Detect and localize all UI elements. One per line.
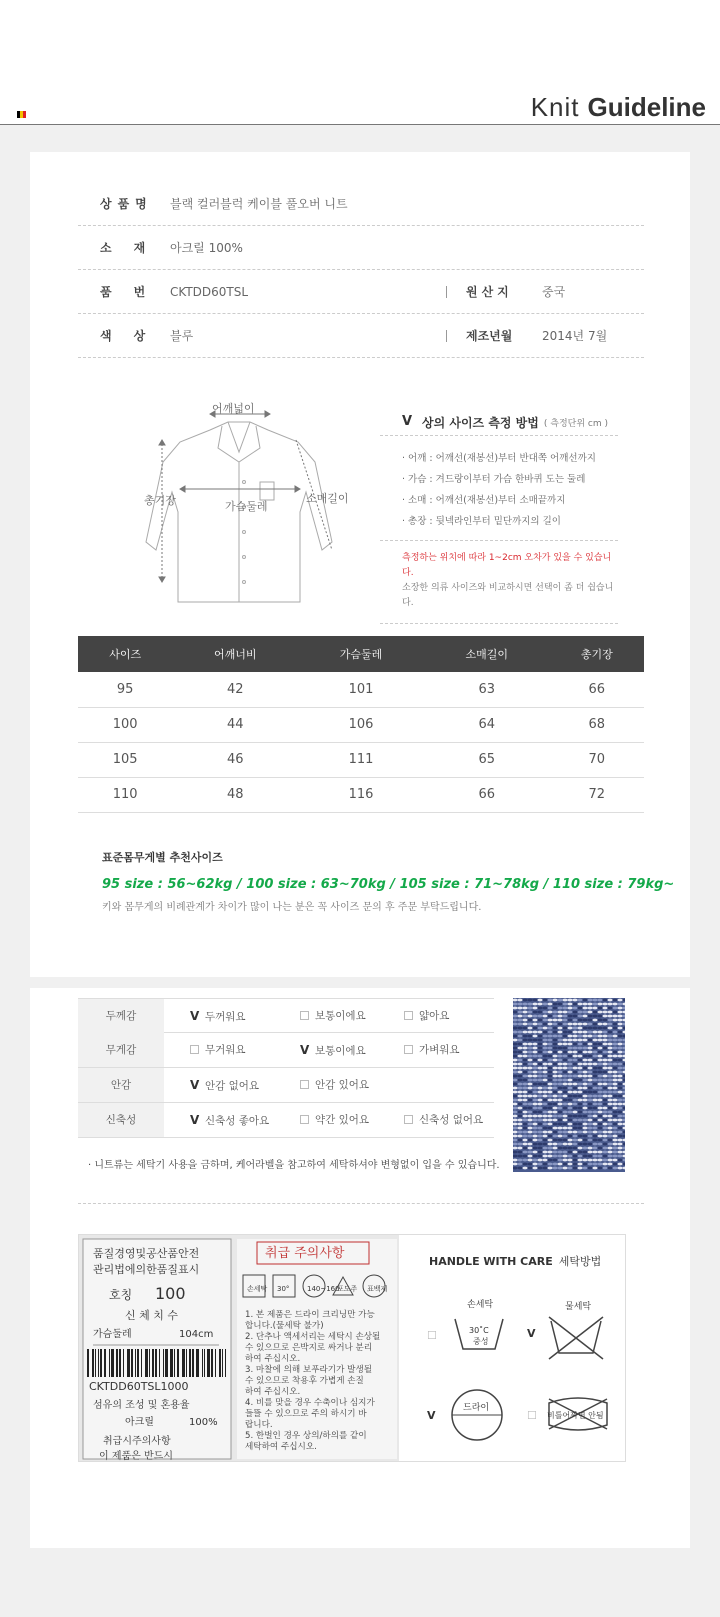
info-row-material [78,226,644,270]
no-wring-icon [543,1389,613,1439]
label-size-key: 호칭 [109,1288,133,1302]
caution-sym-4: 포도주 [337,1285,358,1293]
caution-sym-2: 30° [277,1285,290,1293]
handwash-icon [449,1297,509,1357]
caution-sym-1: 손세탁 [247,1285,268,1293]
size-card [30,152,690,977]
table-cell: 64 [424,707,550,742]
feel-row [78,1103,494,1138]
care-card [30,988,690,1548]
table-cell: 105 [78,742,172,777]
origin-value: 중국 [542,285,566,299]
note-red: 측정하는 위치에 따라 1~2cm 오차가 있을 수 있습니다. [402,553,612,578]
feel-row [78,998,494,1033]
code-value: CKTDD60TSL [170,285,249,299]
care-label-photo [79,1235,399,1461]
dryclean-icon [447,1385,507,1445]
feel-option: V 안감 없어요 [190,1068,259,1104]
origin-label: 원산지 [466,285,513,299]
sleeve-label: 소매길이 [306,492,349,505]
table-row [78,672,644,707]
divider [446,286,447,298]
caution-line: 합니다.(물세탁 불가) [245,1321,324,1331]
svg-text:드라이: 드라이 [463,1403,490,1413]
flag-icon [17,111,26,118]
check-box [300,1011,309,1020]
check-box [300,1080,309,1089]
feel-row [78,1068,494,1103]
caution-title: 취급 주의사항 [265,1246,345,1261]
table-cell: 46 [172,742,298,777]
check-mark: V [190,1113,200,1127]
measure-unit: ( 측정단위 cm ) [543,419,608,429]
color-value: 블루 [170,329,194,343]
caution-line: 2. 단추나 액세서리는 세탁시 손상될 [245,1332,381,1342]
caution-line: 랍니다. [245,1420,273,1430]
check-mark: V [402,414,413,429]
caution-line: 수 있으므로 은박지로 싸거나 분리 [245,1343,373,1353]
check-mark: V [300,1043,310,1057]
divider [78,1203,644,1204]
note-gray: 소장한 의류 사이즈와 비교하시면 선택이 좀 더 쉽습니다. [402,583,614,608]
feel-option: 얇아요 [404,999,449,1034]
measure-notes [380,541,618,624]
color-label: 색상 [100,329,168,343]
size-table-header: 총기장 [550,636,644,672]
recommend-note: 키와 몸무게의 비례관계가 차이가 많이 나는 분은 꼭 사이즈 문의 후 주문 부탁드립니다. [102,902,482,913]
measure-header [380,402,618,436]
length-label: 총기장 [144,494,176,507]
table-cell: 63 [424,672,550,707]
label-chest-key: 가슴둘레 [93,1329,132,1340]
table-cell: 101 [298,672,424,707]
table-cell: 66 [424,777,550,812]
caution-line: 들뜰 수 있으므로 주의 하시기 바 [245,1409,367,1419]
caution-line: 하여 주십시오. [245,1354,301,1364]
title-light: Knit [530,92,580,122]
feel-label: 신축성 [78,1103,164,1137]
care-label-section [78,1234,626,1462]
recommend-title: 표준몸무게별 추천사이즈 [102,851,223,864]
measure-item: · 가슴 : 겨드랑이부터 가슴 한바퀴 도는 둘레 [402,474,586,485]
feel-option: 가벼워요 [404,1033,460,1068]
table-cell: 106 [298,707,424,742]
check-mark: V [527,1327,536,1340]
caution-line: 4. 비를 맞을 경우 수축이나 심지가 [245,1398,375,1408]
feel-label: 두께감 [78,999,164,1033]
code-label: 품번 [100,285,168,299]
shirt-diagram [110,402,370,612]
svg-text:손세탁: 손세탁 [467,1300,494,1310]
table-cell: 48 [172,777,298,812]
feel-option: V 보통이에요 [300,1033,366,1069]
feel-option: 신축성 없어요 [404,1103,483,1138]
feel-option: 약간 있어요 [300,1103,369,1138]
info-row-product [78,182,644,226]
table-row [78,707,644,742]
material-label: 소재 [100,241,168,255]
feel-option: V 신축성 좋아요 [190,1103,269,1139]
check-mark: V [427,1409,436,1422]
svg-text:30˚C: 30˚C [469,1326,489,1335]
divider [446,330,447,342]
care-title: HANDLE WITH CARE 세탁방법 [429,1255,602,1268]
label-handle: 취급시주의사항 [103,1436,171,1447]
check-box [404,1045,413,1054]
measure-item: · 어깨 : 어깨선(재봉선)부터 반대쪽 어깨선까지 [402,453,596,464]
product-label: 상품명 [100,197,153,211]
feel-option: 안감 있어요 [300,1068,369,1103]
check-mark: V [190,1078,200,1092]
measure-item: · 총장 : 뒷넥라인부터 밑단까지의 길이 [402,516,561,527]
label-cut: 이 제품은 반드시 [99,1451,173,1461]
size-table-header: 가슴둘레 [298,636,424,672]
caution-sym-3: 140~160 [307,1285,340,1293]
check-box [300,1115,309,1124]
check-box [404,1011,413,1020]
measure-guide [380,402,618,624]
table-cell: 110 [78,777,172,812]
label-line-1: 품질경영및공산품안전 [93,1247,200,1260]
svg-text:비틀어짜면 안됨: 비틀어짜면 안됨 [547,1411,604,1420]
table-cell: 100 [78,707,172,742]
measure-item: · 소매 : 어깨선(재봉선)부터 소매끝까지 [402,495,566,506]
table-cell: 42 [172,672,298,707]
material-value: 아크릴 100% [170,241,243,255]
caution-line: 세탁하여 주십시오. [245,1442,317,1452]
table-cell: 95 [78,672,172,707]
check-box: ☐ [427,1329,437,1342]
size-table-header: 사이즈 [78,636,172,672]
check-box [190,1045,199,1054]
table-cell: 44 [172,707,298,742]
feel-option: 보통이에요 [300,999,366,1034]
date-value: 2014년 7월 [542,329,608,343]
info-row-color [78,314,644,358]
size-table-header: 어깨너비 [172,636,298,672]
caution-line: 5. 한벌인 경우 상의/하의를 같이 [245,1431,367,1441]
header [0,0,720,125]
check-box [404,1115,413,1124]
measure-list [380,436,618,541]
table-cell: 65 [424,742,550,777]
label-barcode-number: CKTDD60TSL1000 [89,1380,189,1393]
product-info [78,182,644,358]
measure-title: 상의 사이즈 측정 방법 [422,416,539,430]
feel-table [78,998,494,1138]
table-row [78,777,644,812]
table-cell: 68 [550,707,644,742]
size-table-header: 소매길이 [424,636,550,672]
caution-line: 하여 주십시오. [245,1387,301,1397]
label-body: 신 체 치 수 [125,1309,178,1322]
table-cell: 66 [550,672,644,707]
feel-label: 안감 [78,1068,164,1102]
feel-label: 무게감 [78,1033,164,1067]
product-value: 블랙 컬러블럭 케이블 풀오버 니트 [170,197,348,211]
table-row [78,742,644,777]
caution-line: 3. 마찰에 의해 보푸라기가 발생될 [245,1365,373,1375]
knit-swatch-image [513,998,625,1172]
size-table [78,636,644,813]
recommend-sizes: 95 size : 56~62kg / 100 size : 63~70kg / 105 size : 71~78kg / 110 size : 79kg~ [102,877,675,892]
table-cell: 111 [298,742,424,777]
label-line-2: 관리법에의한품질표시 [93,1263,200,1276]
feel-option: V 두꺼워요 [190,999,246,1035]
caution-line: 수 있으므로 착용후 가볍게 손질 [245,1376,364,1386]
label-fiber-value: 100% [189,1417,218,1428]
label-size-value: 100 [155,1284,186,1303]
check-mark: V [190,1009,200,1023]
feel-note: · 니트류는 세탁기 사용을 금하며, 케어라벨을 참고하여 세탁하셔야 변형없이 입을 수 있습니다. [88,1160,500,1171]
shoulder-label: 어깨넓이 [212,402,255,415]
check-box: ☐ [527,1409,537,1422]
svg-text:물세탁: 물세탁 [565,1302,592,1312]
caution-sym-5: 표백제 [367,1285,388,1293]
recommend-size [102,849,675,913]
label-fiber-key: 아크릴 [125,1417,154,1428]
label-chest-value: 104cm [179,1329,214,1340]
title-bold: Guideline [587,92,706,122]
no-waterwash-icon [543,1297,609,1363]
table-cell: 72 [550,777,644,812]
table-cell: 116 [298,777,424,812]
feel-option: 무거워요 [190,1033,246,1068]
info-row-code [78,270,644,314]
feel-row [78,1033,494,1068]
care-title-ko: 세탁방법 [558,1255,602,1268]
date-label: 제조년월 [466,329,513,343]
label-fiber: 섬유의 조성 및 혼용율 [93,1400,190,1411]
svg-text:중성: 중성 [473,1337,489,1346]
table-cell: 70 [550,742,644,777]
chest-label: 가슴둘레 [225,500,268,513]
caution-line: 1. 본 제품은 드라이 크리닝만 가능 [245,1310,375,1320]
page-title [531,92,706,123]
